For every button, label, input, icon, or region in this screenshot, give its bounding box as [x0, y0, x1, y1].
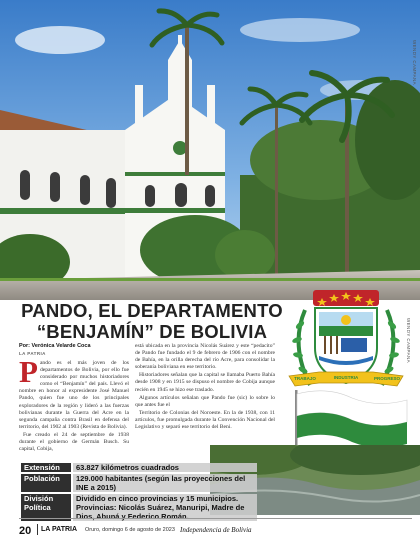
page-number: 20: [19, 525, 32, 537]
fact-label: División Política: [21, 494, 71, 521]
page-footer: [0, 512, 420, 539]
publication-date: Oruro, domingo 6 de agosto de 2023: [85, 527, 175, 533]
author-name: Por: Verónica Velarde Coca: [19, 343, 91, 349]
paragraph: Pando es el más joven de los departamentos de Bolivia, por ello fue considerado por muchos historiadores como el “Benjamín” del país. Llevó el nombre en honor al expresidente José Manuel Pando, quien fue uno de los principales exploradores de la región y lideró a las fuerzas bolivianas durante la Guerra del Acre en la segunda campaña contra Brasil en defensa del territorio, del 1902 al 1903 (Revista de Bolivia).: [19, 354, 129, 430]
footer-separator: [37, 524, 38, 535]
paragraph: está ubicada en la provincia Nicolás Suárez y este “pedacito” de Pando fue fundado el 9 de febrero de 1906 con el nombre de Bahía, en la orilla derecha del río Acre, para consolidar la soberanía boliviana en ese territorio.: [135, 343, 275, 371]
section-name: Independencia de Bolivia: [180, 526, 252, 534]
article-column-1: [19, 354, 129, 454]
ribbon-text-left: TRABAJO: [294, 376, 316, 381]
fact-value: 63.827 kilómetros cuadrados: [73, 463, 257, 472]
dropcap: P: [19, 354, 38, 389]
publication-name: LA PATRIA: [41, 526, 78, 533]
outlet-name: LA PATRIA: [19, 351, 46, 356]
photo-credit: WENDY CAMPANA: [412, 40, 417, 86]
fact-label: Extensión: [21, 463, 71, 472]
article-column-2: [135, 343, 275, 432]
headline: [12, 300, 292, 342]
ribbon-text-center: INDUSTRIA: [333, 375, 359, 380]
fact-value: Dividido en cinco provincias y 15 municipios. Provincias: Nicolás Suárez, Manuripi, Madre de Dios, Abuná y Federico Román.: [73, 494, 257, 521]
emblem-credit: WENDY CAMPANA: [406, 318, 411, 364]
fact-value: 129.000 habitantes (según las proyecciones del INE a 2015): [73, 474, 257, 492]
footer-divider: [19, 518, 412, 519]
fact-label: Población: [21, 474, 71, 492]
paragraph: Algunos artículos señalan que Pando fue (sic) lo sobre lo que antes fue el: [135, 394, 275, 408]
paragraph: Territorio de Colonias del Noroeste. En la de 1938, con 11 artículos, fue promulgada durante la Convención Nacional del Legislativo y separó ese territorio del Beni.: [135, 409, 275, 431]
headline-line-2: “BENJAMÍN” DE BOLIVIA: [36, 321, 268, 342]
ribbon-text-right: PROGRESO: [373, 376, 401, 381]
paragraph: Historiadores señalan que la capital se llamaba Puerto Bahía desde 1908 y en 1915 se dispuso el nombre de Cobija aunque recién en 1945 se hizo ese traslado.: [135, 372, 275, 393]
pando-coat-of-arms: [275, 270, 420, 460]
paragraph: Fue creado el 24 de septiembre de 1938 durante el gobierno de Germán Busch. Su capital, Cobija,: [19, 431, 129, 453]
headline-line-1: PANDO, EL DEPARTAMENTO: [21, 300, 283, 321]
table-row: [21, 474, 257, 492]
coat-of-arms-illustration: [275, 270, 420, 460]
table-row: [21, 463, 257, 472]
